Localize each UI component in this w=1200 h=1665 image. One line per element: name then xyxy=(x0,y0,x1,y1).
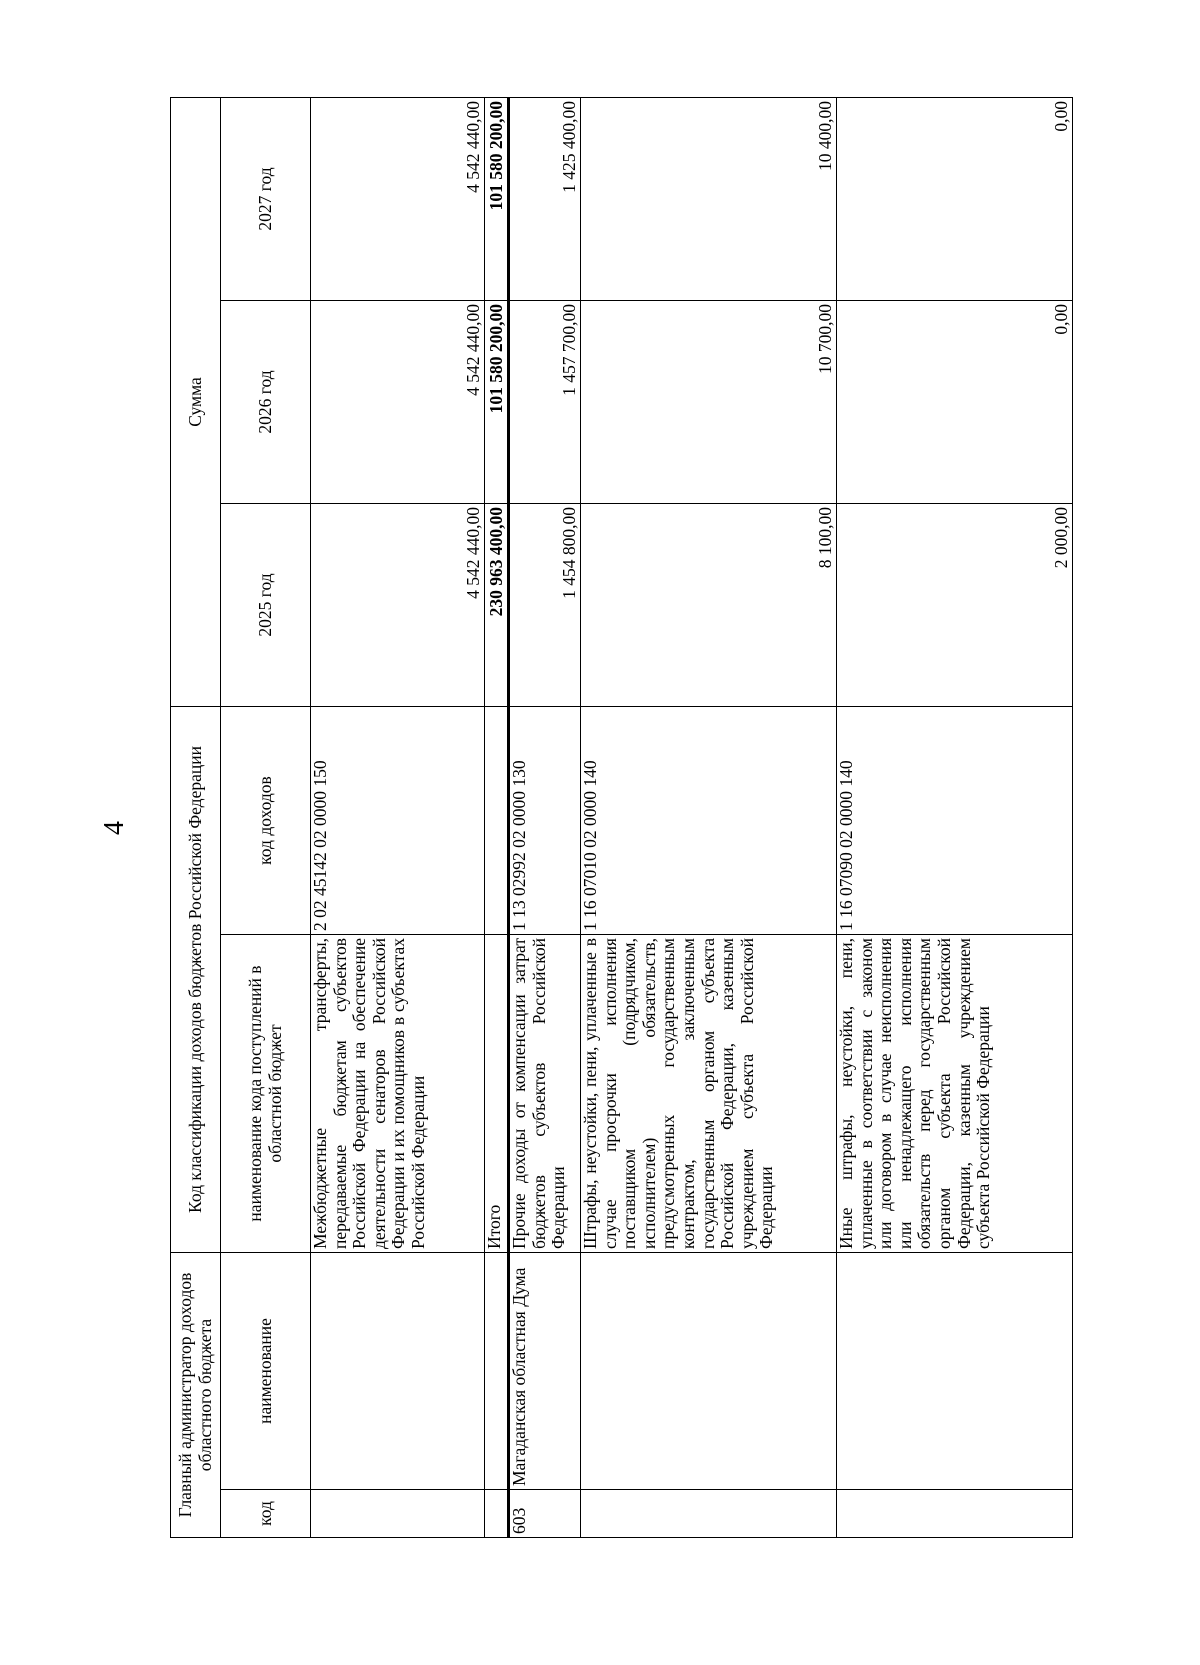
cell-value-2026: 4 542 440,00 xyxy=(311,301,485,504)
cell-value-2026: 0,00 xyxy=(837,301,1073,504)
cell-income-code: 1 13 02992 02 0000 130 xyxy=(509,707,581,935)
cell-value-2027: 0,00 xyxy=(837,97,1073,300)
header-income-name: наименование кода поступлений в областной бюджет xyxy=(221,935,311,1253)
cell-admin-name xyxy=(581,1253,837,1490)
table-row xyxy=(509,97,581,1537)
income-table xyxy=(170,97,1073,1538)
cell-value-2025: 1 454 800,00 xyxy=(509,504,581,707)
table-header xyxy=(171,97,311,1537)
cell-value-2025: 4 542 440,00 xyxy=(311,504,485,707)
cell-income-name: Прочие доходы от компенсации затрат бюджетов субъектов Российской Федерации xyxy=(509,935,581,1253)
table-row xyxy=(581,97,837,1537)
cell-total-2025: 230 963 400,00 xyxy=(485,504,509,707)
page-number: 4 xyxy=(99,821,130,835)
cell-value-2027: 1 425 400,00 xyxy=(509,97,581,300)
cell-value-2025: 8 100,00 xyxy=(581,504,837,707)
header-admin-group: Главный администратор доходов областного бюджета xyxy=(171,1253,221,1538)
cell-admin-code xyxy=(485,1490,509,1538)
cell-admin-name xyxy=(311,1253,485,1490)
header-year-2026: 2026 год xyxy=(221,301,311,504)
cell-value-2026: 10 700,00 xyxy=(581,301,837,504)
cell-income-code xyxy=(485,707,509,935)
cell-income-name: Иные штрафы, неустойки, пени, уплаченные в соответствии с законом или договором в случае неисполнения или ненадлежащего исполнения обязательств перед государственным органом субъекта Российской Федерации, казенным учреждением субъекта Российской Федерации xyxy=(837,935,1073,1253)
header-admin-name: наименование xyxy=(221,1253,311,1490)
cell-admin-name xyxy=(837,1253,1073,1490)
cell-income-name: Штрафы, неустойки, пени, уплаченные в случае просрочки исполнения поставщиком (подрядчиком, исполнителем) обязательств, предусмотренных государственным контрактом, заключенным государственным органом субъекта Российской Федерации, казенным учреждением субъекта Российской Федерации xyxy=(581,935,837,1253)
cell-total-2026: 101 580 200,00 xyxy=(485,301,509,504)
cell-admin-name xyxy=(485,1253,509,1490)
cell-total-2027: 101 580 200,00 xyxy=(485,97,509,300)
rotated-table-wrapper xyxy=(170,98,1110,1538)
header-classification-group: Код классификации доходов бюджетов Российской Федерации xyxy=(171,707,221,1253)
cell-admin-code: 603 xyxy=(509,1490,581,1538)
cell-value-2027: 4 542 440,00 xyxy=(311,97,485,300)
cell-total-label: Итого xyxy=(485,935,509,1253)
cell-value-2025: 2 000,00 xyxy=(837,504,1073,707)
cell-value-2027: 10 400,00 xyxy=(581,97,837,300)
cell-income-code: 2 02 45142 02 0000 150 xyxy=(311,707,485,935)
cell-admin-name: Магаданская областная Дума xyxy=(509,1253,581,1490)
cell-income-name: Межбюджетные трансферты, передаваемые бюджетам субъектов Российской Федерации на обеспечение деятельности сенаторов Российской Федерации и их помощников в субъектах Российской Федерации xyxy=(311,935,485,1253)
table-row-total xyxy=(485,97,509,1537)
header-income-code: код доходов xyxy=(221,707,311,935)
header-sum-group: Сумма xyxy=(171,97,221,706)
cell-admin-code xyxy=(837,1490,1073,1538)
header-admin-code: код xyxy=(221,1490,311,1538)
table-row xyxy=(837,97,1073,1537)
header-year-2025: 2025 год xyxy=(221,504,311,707)
cell-income-code: 1 16 07090 02 0000 140 xyxy=(837,707,1073,935)
cell-value-2026: 1 457 700,00 xyxy=(509,301,581,504)
header-year-2027: 2027 год xyxy=(221,97,311,300)
cell-admin-code xyxy=(311,1490,485,1538)
table-row xyxy=(311,97,485,1537)
cell-income-code: 1 16 07010 02 0000 140 xyxy=(581,707,837,935)
cell-admin-code xyxy=(581,1490,837,1538)
